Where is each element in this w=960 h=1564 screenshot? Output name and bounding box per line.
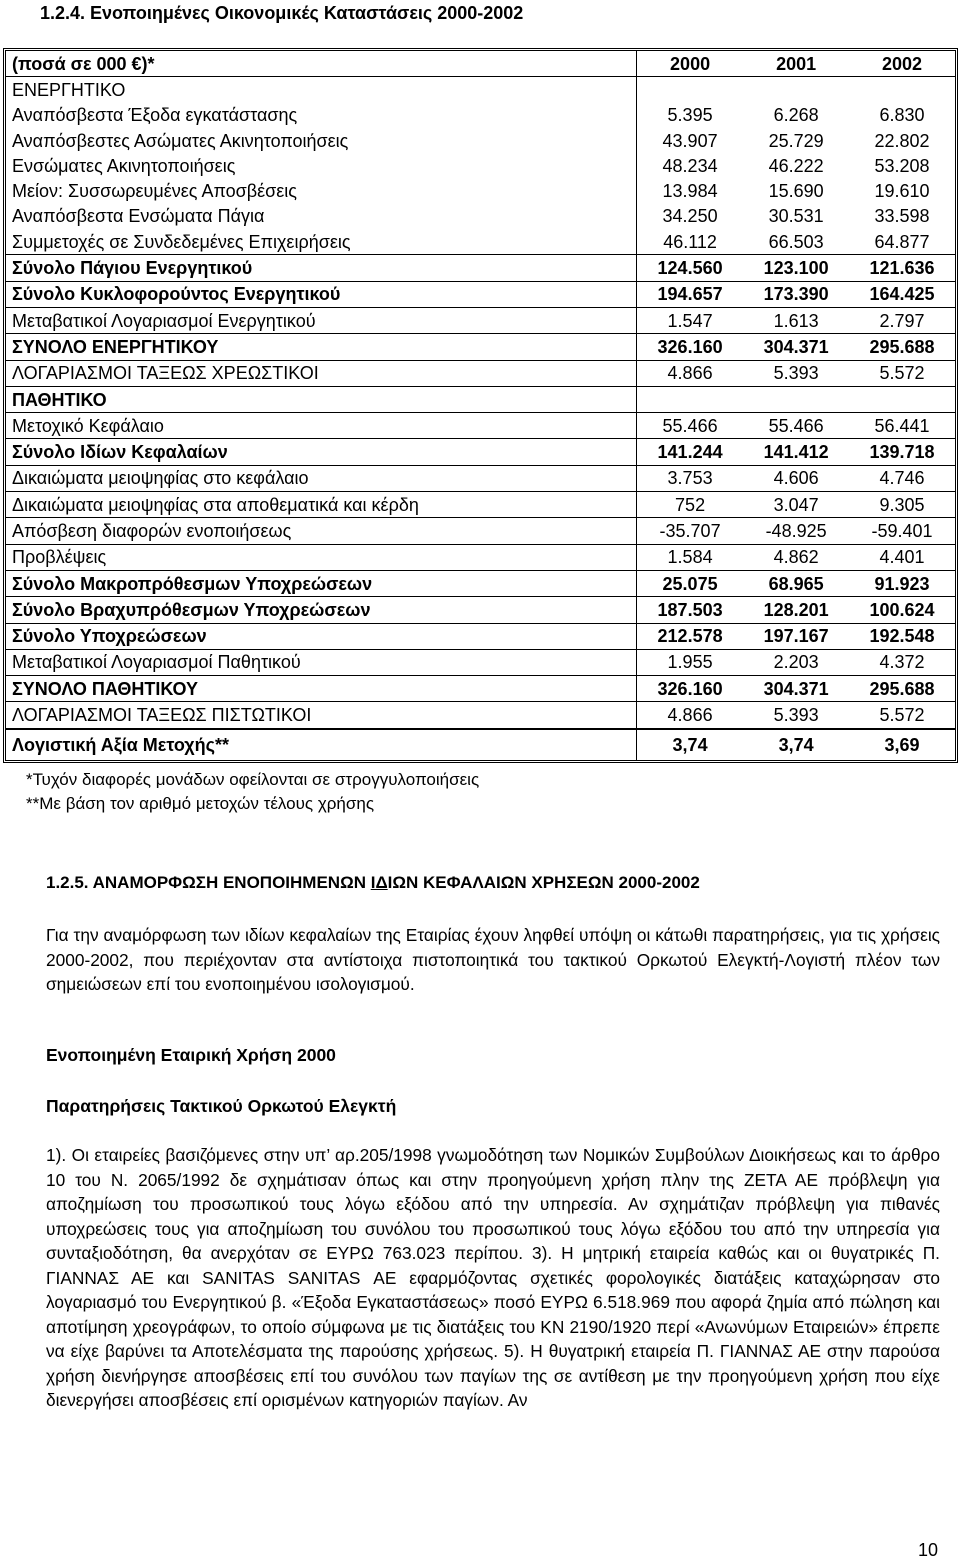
- value-cell: 68.965: [743, 570, 849, 596]
- value-cell: [743, 77, 849, 103]
- value-cell: 15.690: [768, 181, 824, 202]
- financial-statements-table-frame: [3, 48, 958, 763]
- value-cell: 1.613: [743, 307, 849, 333]
- value-cell: [743, 386, 849, 412]
- table-row: [6, 544, 955, 570]
- value-cell: 64.877: [849, 229, 955, 255]
- row-label: Αναπόσβεστα Ενσώματα Πάγια: [12, 206, 265, 227]
- value-cell: 48.234: [637, 153, 744, 178]
- value-cell: 124.560: [637, 255, 744, 281]
- value-cell: 4.866: [637, 360, 744, 386]
- value-cell: 304.371: [743, 676, 849, 702]
- table-row: [6, 204, 955, 229]
- value-cell: 22.802: [874, 130, 930, 151]
- value-cell: 4.401: [849, 544, 955, 570]
- table-row: [6, 413, 955, 439]
- row-label: Σύνολο Ιδίων Κεφαλαίων: [6, 439, 637, 465]
- value-cell: 56.441: [849, 413, 955, 439]
- value-cell: 3.753: [637, 465, 744, 491]
- value-cell: 194.657: [637, 281, 744, 307]
- subheading-fiscal-year: Ενοποιημένη Εταιρική Χρήση 2000: [46, 1045, 336, 1065]
- header-year: 2000: [637, 51, 744, 77]
- value-cell: 3,74: [637, 729, 744, 760]
- value-cell: 139.718: [849, 439, 955, 465]
- row-label: Σύνολο Πάγιου Ενεργητικού: [6, 255, 637, 281]
- value-cell: 34.250: [637, 204, 744, 229]
- value-cell: 13.984: [637, 178, 744, 203]
- table-row: [6, 77, 955, 103]
- page-number: 10: [918, 1540, 939, 1560]
- row-label: Απόσβεση διαφορών ενοποιήσεως: [6, 518, 637, 544]
- value-cell: -59.401: [849, 518, 955, 544]
- row-label: Σύνολο Κυκλοφορούντος Ενεργητικού: [6, 281, 637, 307]
- value-cell: 25.729: [768, 130, 824, 151]
- value-cell: 4.866: [637, 702, 744, 729]
- value-cell: 5.572: [879, 705, 925, 726]
- value-cell: 3,74: [743, 729, 849, 760]
- value-cell: 1.584: [637, 544, 744, 570]
- subheading-auditor-remarks: Παρατηρήσεις Τακτικού Ορκωτού Ελεγκτή: [46, 1096, 397, 1116]
- value-cell: 4.606: [743, 465, 849, 491]
- table-row: [6, 307, 955, 333]
- value-cell: 123.100: [743, 255, 849, 281]
- value-cell: 326.160: [637, 334, 744, 360]
- value-cell: 212.578: [637, 623, 744, 649]
- table-row: [6, 439, 955, 465]
- row-label: Προβλέψεις: [6, 544, 637, 570]
- value-cell: 141.412: [743, 439, 849, 465]
- value-cell: 55.466: [743, 413, 849, 439]
- table-row: [6, 255, 955, 281]
- value-cell: 295.688: [849, 334, 955, 360]
- value-cell: 304.371: [743, 334, 849, 360]
- table-row: [6, 178, 955, 203]
- value-cell: 9.305: [849, 492, 955, 518]
- value-cell: 164.425: [849, 281, 955, 307]
- table-row: [6, 649, 955, 675]
- value-cell: 752: [637, 492, 744, 518]
- table-row: [6, 386, 955, 412]
- table-row: [6, 702, 955, 729]
- value-cell: 5.395: [637, 103, 744, 128]
- table-row: [6, 334, 955, 360]
- value-cell: 2.797: [849, 307, 955, 333]
- footnote-rounding: *Τυχόν διαφορές μονάδων οφείλονται σε στρογγυλοποιήσεις: [26, 770, 480, 789]
- value-cell: 5.572: [849, 360, 955, 386]
- section-heading-1-2-4: 1.2.4. Ενοποιημένες Οικονομικές Καταστάσεις 2000-2002: [40, 3, 524, 23]
- value-cell: 19.610: [874, 181, 930, 202]
- row-label: ΣΥΝΟΛΟ ΠΑΘΗΤΙΚΟΥ: [6, 676, 637, 702]
- row-label: ΕΝΕΡΓΗΤΙΚΟ: [12, 79, 126, 100]
- header-year: 2001: [743, 51, 849, 77]
- row-label: Σύνολο Μακροπρόθεσμων Υποχρεώσεων: [6, 570, 637, 596]
- value-cell: 46.112: [637, 229, 744, 255]
- table-footnotes: [26, 768, 479, 816]
- heading2-underlined: ΙΔ: [370, 873, 388, 892]
- table-row: [6, 676, 955, 702]
- value-cell: 2.203: [743, 649, 849, 675]
- row-label: Δικαιώματα μειοψηφίας στα αποθεματικά και κέρδη: [6, 492, 637, 518]
- table-row: [6, 729, 955, 760]
- value-cell: 91.923: [849, 570, 955, 596]
- value-cell: 5.393: [743, 360, 849, 386]
- header-year: 2002: [849, 51, 955, 77]
- table-row: [6, 597, 955, 623]
- value-cell: 3,69: [849, 729, 955, 760]
- header-units: (ποσά σε 000 €)*: [6, 51, 637, 77]
- value-cell: [849, 386, 955, 412]
- table-row: [6, 465, 955, 491]
- value-cell: 192.548: [849, 623, 955, 649]
- table-row: [6, 229, 955, 255]
- value-cell: 128.201: [743, 597, 849, 623]
- value-cell: 326.160: [637, 676, 744, 702]
- table-row: [6, 570, 955, 596]
- row-label: ΣΥΝΟΛΟ ΕΝΕΡΓΗΤΙΚΟΥ: [6, 334, 637, 360]
- row-label: Μείον: Συσσωρευμένες Αποσβέσεις: [12, 181, 297, 202]
- value-cell: [849, 77, 955, 103]
- table-row: [6, 518, 955, 544]
- row-label: ΠΑΘΗΤΙΚΟ: [6, 386, 637, 412]
- row-label: Μεταβατικοί Λογαριασμοί Ενεργητικού: [6, 307, 637, 333]
- paragraph-intro: Για την αναμόρφωση των ιδίων κεφαλαίων της Εταιρίας έχουν ληφθεί υπόψη οι κάτωθι παρατηρήσεις, για τις χρήσεις 2000-2002, που περιέχονταν στα αντίστοιχα πιστοποιητικά του τακτικού Ορκωτού Ελεγκτή-Λογιστή πλέον των σημειώσεων επί του ενοποιημένου ισολογισμού.: [46, 925, 940, 994]
- row-label: Μετοχικό Κεφάλαιο: [6, 413, 637, 439]
- value-cell: 5.393: [773, 705, 819, 726]
- section-heading-1-2-5: [46, 873, 700, 893]
- value-cell: 173.390: [743, 281, 849, 307]
- value-cell: 6.268: [773, 105, 819, 126]
- value-cell: 4.862: [743, 544, 849, 570]
- value-cell: 30.531: [768, 206, 824, 227]
- footnote-shares: **Με βάση τον αριθμό μετοχών τέλους χρήσης: [26, 794, 375, 813]
- value-cell: [637, 386, 744, 412]
- value-cell: 1.955: [637, 649, 744, 675]
- value-cell: -48.925: [743, 518, 849, 544]
- value-cell: 121.636: [849, 255, 955, 281]
- table-row: [6, 103, 955, 128]
- value-cell: 33.598: [874, 206, 930, 227]
- value-cell: 4.746: [849, 465, 955, 491]
- value-cell: 46.222: [768, 155, 824, 176]
- table-row: [6, 492, 955, 518]
- value-cell: 295.688: [849, 676, 955, 702]
- heading2-prefix: 1.2.5. ΑΝΑΜΟΡΦΩΣΗ ΕΝΟΠΟΙΗΜΕΝΩΝ: [46, 873, 371, 892]
- value-cell: 25.075: [637, 570, 744, 596]
- value-cell: 55.466: [637, 413, 744, 439]
- row-label: Λογιστική Αξία Μετοχής**: [6, 729, 637, 760]
- table-header-row: [6, 51, 955, 77]
- value-cell: 3.047: [743, 492, 849, 518]
- value-cell: 4.372: [849, 649, 955, 675]
- row-label: Συμμετοχές σε Συνδεδεμένες Επιχειρήσεις: [6, 229, 637, 255]
- row-label: Σύνολο Βραχυπρόθεσμων Υποχρεώσεων: [6, 597, 637, 623]
- financial-statements-table: [6, 51, 955, 760]
- value-cell: 6.830: [879, 105, 925, 126]
- value-cell: 1.547: [637, 307, 744, 333]
- value-cell: 141.244: [637, 439, 744, 465]
- paragraph-auditor-remarks: 1). Οι εταιρείες βασιζόμενες στην υπ’ αρ.205/1998 γνωμοδότηση των Νομικών Συμβούλων Διοικήσεως και το άρθρο 10 του Ν. 2065/1992 δε σχημάτισαν όπως και στην προηγούμενη χρήση πλην της ΖΕΤΑ ΑΕ πρόβλεψη για αποζημίωση του προσωπικού τους λόγω εξόδου από την υπηρεσία. Αν σχημάτιζαν πρόβλεψη για πιθανές υποχρεώσεις τους για αποζημίωση του συνόλου του προσωπικού τους λόγω εξόδου του από την υπηρεσία για συνταξιοδότηση, θα ανερχόταν σε ΕΥΡΩ 763.023 περίπου. 3). Η μητρική εταιρεία καθώς και οι θυγατρικές Π. ΓΙΑΝΝΑΣ ΑΕ και SANITAS SANITAS ΑΕ εφαρμόζοντας σχετικές φορολογικές διατάξεις καταχώρησαν στο λογαριασμό του Ενεργητικού β. «Έξοδα Εγκαταστάσεως» ποσό ΕΥΡΩ 6.518.969 που αφορά ζημία από πώληση και αποτίμηση χρεογράφων, το οποίο σύμφωνα με τις διατάξεις του ΚΝ 2190/1920 περί «Ανωνύμων Εταιρειών» έπρεπε να είχε βαρύνει τα Αποτελέσματα της παρούσης χρήσεως. 5). Η θυγατρική εταιρεία Π. ΓΙΑΝΝΑΣ ΑΕ στην παρούσα χρήση διενήργησε αποσβέσεις επί του συνόλου των παγίων της σε αντίθεση με την προηγούμενη χρήση που είχε διενεργήσει αποσβέσεις επί ορισμένων κατηγοριών παγίων. Αν: [46, 1145, 940, 1410]
- row-label: Μεταβατικοί Λογαριασμοί Παθητικού: [6, 649, 637, 675]
- row-label: Δικαιώματα μειοψηφίας στο κεφάλαιο: [6, 465, 637, 491]
- table-row: [6, 281, 955, 307]
- table-row: [6, 623, 955, 649]
- value-cell: 53.208: [874, 155, 930, 176]
- row-label: Αναπόσβεστα Έξοδα εγκατάστασης: [12, 105, 298, 126]
- value-cell: 100.624: [849, 597, 955, 623]
- heading2-suffix: ΙΩΝ ΚΕΦΑΛΑΙΩΝ ΧΡΗΣΕΩΝ 2000-2002: [387, 873, 700, 892]
- row-label: Σύνολο Υποχρεώσεων: [6, 623, 637, 649]
- row-label: Ενσώματες Ακινητοποιήσεις: [12, 155, 236, 176]
- row-label: ΛΟΓΑΡΙΑΣΜΟΙ ΤΑΞΕΩΣ ΧΡΕΩΣΤΙΚΟΙ: [6, 360, 637, 386]
- table-row: [6, 153, 955, 178]
- row-label: ΛΟΓΑΡΙΑΣΜΟΙ ΤΑΞΕΩΣ ΠΙΣΤΩΤΙΚΟΙ: [12, 705, 312, 726]
- table-row: [6, 360, 955, 386]
- value-cell: 43.907: [637, 128, 744, 153]
- value-cell: 197.167: [743, 623, 849, 649]
- row-label: Αναπόσβεστες Ασώματες Ακινητοποιήσεις: [12, 130, 349, 151]
- value-cell: 187.503: [637, 597, 744, 623]
- value-cell: -35.707: [637, 518, 744, 544]
- table-row: [6, 128, 955, 153]
- value-cell: [637, 77, 744, 103]
- value-cell: 66.503: [743, 229, 849, 255]
